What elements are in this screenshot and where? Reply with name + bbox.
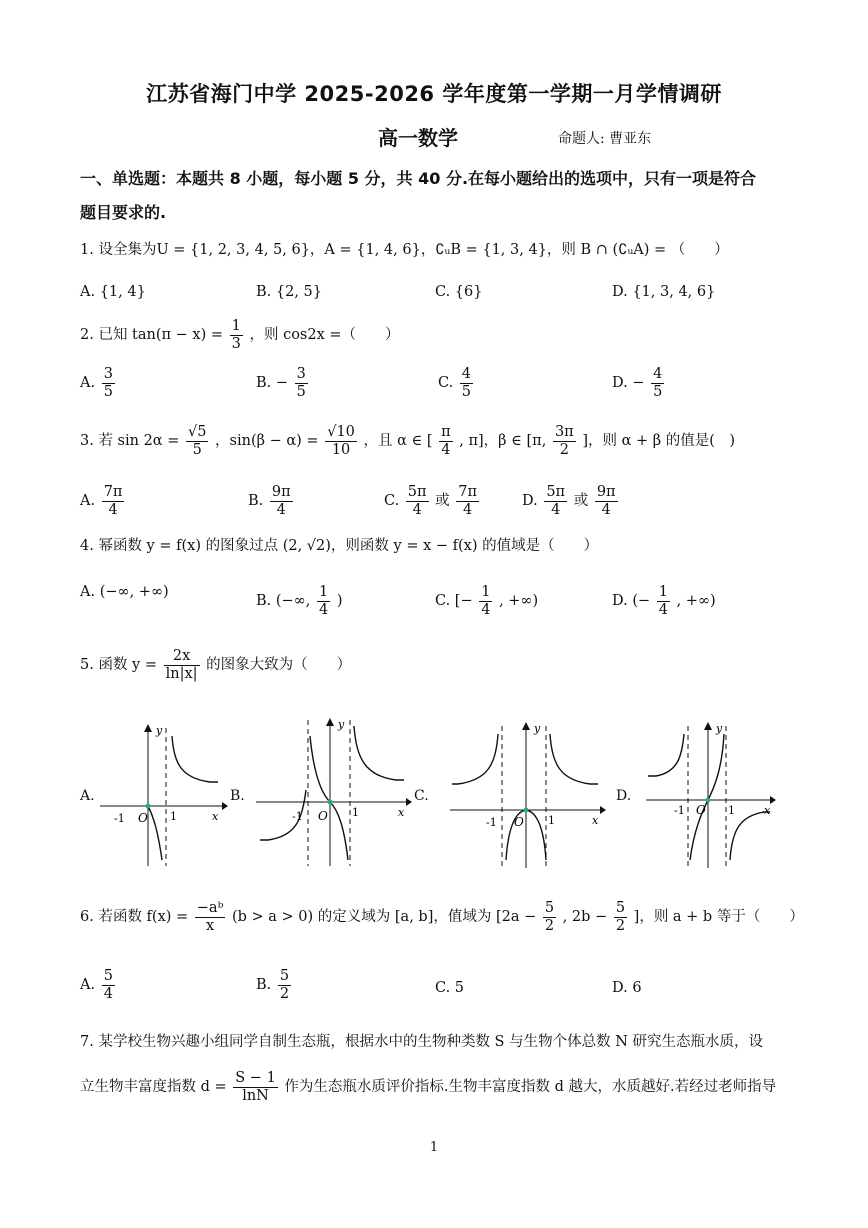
q5-graph-d [646, 720, 776, 868]
frac-den: lnN [242, 1087, 269, 1104]
option-text-pre: [− [454, 593, 473, 610]
option-or: 或 [573, 493, 589, 510]
frac-num: 3π [554, 424, 574, 440]
frac-num: 5 [279, 968, 290, 984]
frac-den: ln|x| [165, 665, 198, 682]
q3-text-2: ，sin(β − α) = [215, 433, 319, 450]
tick-label-pos: 1 [548, 814, 555, 827]
q3-option-c [384, 484, 481, 518]
frac-den: x [205, 917, 215, 934]
option-label: D. [612, 980, 628, 996]
frac-num: 5π [407, 484, 427, 500]
frac-num: 5π [546, 484, 566, 500]
origin-label: O [514, 815, 524, 829]
option-text: (−∞, +∞) [99, 584, 169, 600]
tick-label-neg: -1 [114, 812, 125, 825]
q1-option-d: D. {1, 3, 4, 6} [612, 284, 716, 300]
q6-text-3: , 2b − [562, 909, 608, 926]
frac-num: 1 [658, 584, 668, 600]
frac-num: π [441, 424, 451, 440]
option-label: D. [612, 593, 628, 610]
y-axis-label: y [716, 722, 723, 735]
author-line: 命题人: 曹亚东 [558, 131, 652, 147]
frac-num: 5 [103, 968, 113, 984]
frac-den: 4 [551, 501, 561, 518]
frac-num: S − 1 [235, 1070, 276, 1086]
x-axis-label: x [764, 804, 771, 817]
x-axis-label: x [212, 810, 219, 823]
question-3-stem [80, 424, 735, 458]
frac-num: √5 [187, 424, 207, 440]
frac-num: −aᵇ [196, 900, 224, 916]
q3-text-4: , π]，β ∈ [π, [459, 433, 547, 450]
exam-title: 江苏省海门中学 2025-2026 学年度第一学期一月学情调研 [146, 82, 722, 106]
tick-label-neg: -1 [486, 816, 497, 829]
frac-den: 4 [441, 441, 451, 458]
origin-label: O [696, 803, 706, 817]
option-label: C. [384, 493, 400, 510]
question-6-stem [80, 900, 804, 934]
option-sign: − [632, 375, 645, 392]
q1-option-b: B. {2, 5} [256, 284, 322, 300]
q2-stem-pre: 2. 已知 tan(π − x) = [80, 327, 224, 344]
frac-num: 9π [596, 484, 616, 500]
q1-option-c: C. {6} [435, 284, 483, 300]
option-sign: − [275, 375, 289, 392]
option-label: A. [80, 584, 96, 600]
q2-frac-num: 1 [231, 318, 241, 334]
q2-stem-post: ，则 cos2x =（ ） [249, 327, 400, 344]
option-or: 或 [435, 493, 450, 510]
frac-num: 9π [271, 484, 291, 500]
option-text-pre: (−∞, [275, 593, 311, 610]
option-text-pre: (− [632, 593, 651, 610]
tick-label-neg: -1 [674, 804, 685, 817]
section-heading-line1: 一、单选题：本题共 8 小题，每小题 5 分，共 40 分.在每小题给出的选项中，只有一项是符合 [80, 169, 757, 188]
q2-frac-den: 3 [231, 335, 241, 352]
frac-num: 1 [318, 584, 329, 600]
q5-option-b-label: B. [230, 788, 245, 804]
option-label: B. [256, 977, 272, 994]
q5-graph-b [256, 716, 412, 866]
frac-num: 3 [296, 366, 306, 382]
option-label: C. [435, 593, 451, 610]
q6-text-1: 6. 若函数 f(x) = [80, 909, 189, 926]
frac-num: 7π [103, 484, 123, 500]
question-4-stem: 4. 幂函数 y = f(x) 的图象过点 (2, √2)，则函数 y = x − f(x) 的值域是（ ） [80, 538, 599, 554]
frac-num: 1 [481, 584, 491, 600]
option-label: D. [522, 493, 538, 510]
option-label: A. [80, 375, 96, 392]
frac-num: 7π [458, 484, 478, 500]
origin-label: O [318, 809, 328, 823]
question-1-stem: 1. 设全集为U = {1, 2, 3, 4, 5, 6}，A = {1, 4, 6}，∁ᵤB = {1, 3, 4}，则 B ∩ (∁ᵤA) = （ ） [80, 242, 729, 258]
q3-option-d [522, 484, 620, 518]
option-text-post: ) [336, 593, 343, 610]
q6-option-c [435, 980, 464, 996]
q3-option-a [80, 484, 126, 518]
frac-den: 4 [658, 601, 668, 618]
q7-text-pre: 立生物丰富度指数 d = [80, 1079, 227, 1096]
q5-graph-a [100, 722, 228, 866]
frac-num: 5 [544, 900, 555, 916]
q2-option-c [438, 366, 475, 400]
x-axis-label: x [592, 814, 599, 827]
frac-den: 2 [544, 917, 555, 934]
q6-option-a [80, 968, 117, 1002]
option-label: A. [80, 493, 96, 510]
tick-label-pos: 1 [170, 810, 177, 823]
frac-den: 4 [481, 601, 491, 618]
q5-graph-c [450, 720, 606, 868]
frac-num: 3 [103, 366, 113, 382]
q7-text-post: 作为生态瓶水质评价指标.生物丰富度指数 d 越大，水质越好.若经过老师指导 [284, 1079, 777, 1096]
frac-num: 4 [461, 366, 472, 382]
q1-option-a: A. {1, 4} [80, 284, 146, 300]
q6-option-b [256, 968, 293, 1002]
frac-den: 4 [412, 501, 422, 518]
q2-option-d [612, 366, 666, 400]
frac-den: 5 [296, 383, 306, 400]
frac-num: 2x [164, 648, 200, 666]
question-5-stem [80, 648, 351, 682]
y-axis-label: y [338, 718, 345, 731]
option-label: B. [248, 493, 264, 510]
q6-text-4: ]，则 a + b 等于（ ） [633, 909, 804, 926]
y-axis-label: y [156, 724, 163, 737]
q3-option-b [248, 484, 295, 518]
q4-option-b [256, 584, 343, 618]
frac-den: 5 [461, 383, 472, 400]
page-number: 1 [429, 1140, 439, 1155]
tick-label-neg: -1 [292, 810, 303, 823]
q6-text-2: (b > a > 0) 的定义域为 [a, b]，值域为 [2a − [231, 909, 537, 926]
q3-text-1: 3. 若 sin 2α = [80, 433, 180, 450]
q5-text-post: 的图象大致为（ ） [206, 657, 352, 674]
origin-label: O [138, 811, 148, 825]
option-label: C. [435, 980, 451, 996]
option-label: D. [612, 375, 628, 392]
q4-option-d [612, 584, 716, 618]
frac-den: 4 [103, 985, 113, 1002]
frac-den: 4 [108, 501, 118, 518]
frac-den: 2 [559, 441, 569, 458]
option-label: B. [256, 375, 272, 392]
frac-den: 5 [103, 383, 113, 400]
frac-den: 2 [615, 917, 626, 934]
question-7-line2 [80, 1070, 776, 1104]
question-2-stem [80, 318, 400, 352]
option-text: 5 [454, 980, 465, 996]
frac-den: 10 [331, 441, 351, 458]
x-axis-label: x [398, 806, 405, 819]
tick-label-pos: 1 [352, 806, 359, 819]
tick-label-pos: 1 [728, 804, 735, 817]
q4-option-a [80, 584, 169, 600]
frac-num: √10 [327, 424, 355, 440]
frac-num: 4 [653, 366, 663, 382]
frac-num: 5 [615, 900, 626, 916]
q5-text-pre: 5. 函数 y = [80, 657, 158, 674]
q2-option-b [256, 366, 310, 400]
frac-den: 5 [653, 383, 663, 400]
q5-option-a-label: A. [80, 788, 95, 804]
option-text-post: , +∞) [676, 593, 716, 610]
y-axis-label: y [534, 722, 541, 735]
frac-den: 5 [192, 441, 202, 458]
q6-option-d [612, 980, 642, 996]
frac-den: 2 [279, 985, 290, 1002]
option-label: C. [438, 375, 454, 392]
frac-den: 4 [601, 501, 611, 518]
frac-den: 4 [276, 501, 286, 518]
q2-option-a [80, 366, 117, 400]
question-7-line1: 7. 某学校生物兴趣小组同学自制生态瓶，根据水中的生物种类数 S 与生物个体总数 N 研究生态瓶水质，设 [80, 1034, 763, 1050]
q5-option-d-label: D. [616, 788, 632, 804]
section-heading-line2: 题目要求的. [80, 203, 167, 222]
q3-text-3: ，且 α ∈ [ [363, 433, 433, 450]
q3-text-5: ]，则 α + β 的值是( ) [582, 433, 736, 450]
q4-option-c [435, 584, 538, 618]
option-text: 6 [632, 980, 642, 996]
q5-option-c-label: C. [414, 788, 429, 804]
option-text-post: , +∞) [499, 593, 539, 610]
subject-title: 高一数学 [378, 126, 458, 150]
frac-den: 4 [318, 601, 329, 618]
option-label: A. [80, 977, 96, 994]
option-label: B. [256, 593, 272, 610]
frac-den: 4 [463, 501, 473, 518]
